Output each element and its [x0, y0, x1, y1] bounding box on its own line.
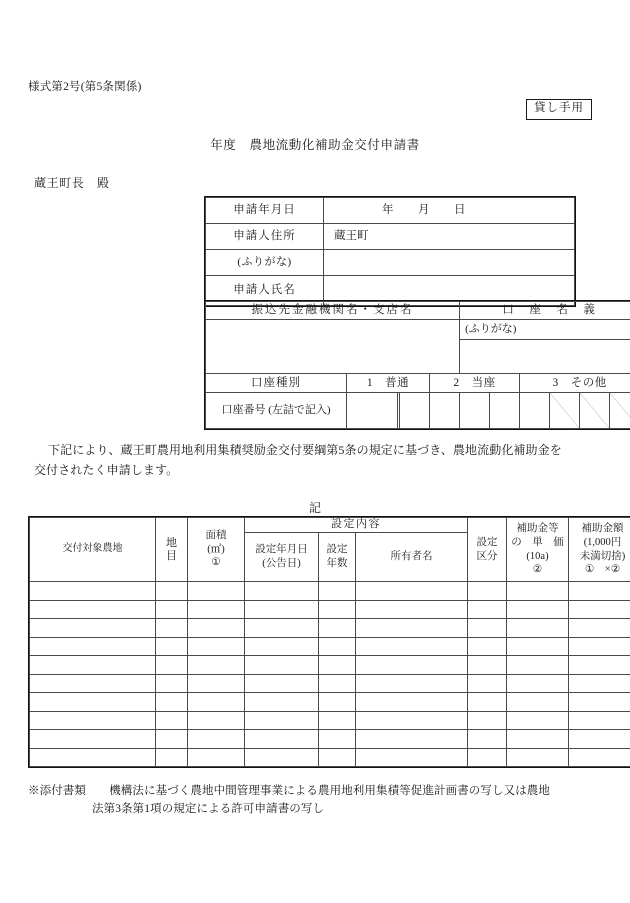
table-cell[interactable] [188, 748, 245, 767]
table-cell[interactable] [319, 730, 356, 749]
account-number-cell[interactable] [347, 393, 398, 429]
table-cell[interactable] [156, 711, 188, 730]
table-cell[interactable] [156, 582, 188, 601]
land-category-char2: 目 [166, 549, 177, 562]
account-number-label-line1: 口座番号 [221, 404, 266, 417]
unit-price-line2: の 単 価 [511, 536, 564, 548]
table-cell[interactable] [468, 730, 507, 749]
table-row [30, 674, 630, 693]
account-number-cell[interactable] [490, 393, 520, 429]
table-cell[interactable] [245, 637, 319, 656]
table-row [30, 619, 630, 638]
table-cell[interactable] [507, 600, 569, 619]
table-cell[interactable] [507, 582, 569, 601]
table-cell[interactable] [319, 637, 356, 656]
table-cell[interactable] [30, 656, 156, 675]
table-cell[interactable] [356, 693, 468, 712]
table-cell[interactable] [356, 748, 468, 767]
table-cell[interactable] [569, 637, 630, 656]
table-cell[interactable] [30, 637, 156, 656]
body-paragraph [34, 441, 589, 481]
table-cell[interactable] [156, 748, 188, 767]
table-cell[interactable] [30, 711, 156, 730]
table-cell[interactable] [569, 582, 630, 601]
farmland-table-body [30, 582, 630, 767]
set-class-line1: 設定 [476, 536, 498, 548]
table-cell[interactable] [569, 619, 630, 638]
body-paragraph-line1: 下記により、蔵王町農用地利用集積奨励金交付要綱第5条の規定に基づき、農地流動化補助金を [48, 443, 562, 457]
table-row [30, 748, 630, 767]
document-title: 年度 農地流動化補助金交付申請書 [210, 138, 420, 152]
table-row [206, 320, 630, 340]
table-cell[interactable] [569, 674, 630, 693]
table-cell[interactable] [356, 619, 468, 638]
applicant-info-table [205, 197, 575, 306]
table-cell[interactable] [569, 656, 630, 675]
table-cell[interactable] [245, 693, 319, 712]
bank-institution-input[interactable] [206, 320, 460, 374]
table-cell[interactable] [468, 748, 507, 767]
table-cell[interactable] [507, 693, 569, 712]
table-cell[interactable] [468, 600, 507, 619]
farmland-subsidy-table [29, 517, 630, 767]
amount-line4: ① ×② [584, 564, 621, 576]
area-line1: 面積 [205, 530, 227, 542]
applicant-date-label: 申請年月日 [206, 198, 324, 224]
table-cell[interactable] [156, 637, 188, 656]
attachment-line2: 法第3条第1項の規定による許可申請書の写し [92, 803, 325, 816]
unit-price-line4: ② [532, 564, 543, 576]
table-cell[interactable] [30, 600, 156, 619]
table-cell[interactable] [245, 619, 319, 638]
applicant-name-label: 申請人氏名 [206, 276, 324, 306]
attachment-line1: ※添付書類 機構法に基づく農地中間管理事業による農用地利用集積等促進計画書の写し又は農地 [28, 785, 550, 797]
table-cell[interactable] [319, 619, 356, 638]
table-row [206, 302, 630, 320]
table-cell[interactable] [156, 693, 188, 712]
area-line3: ① [211, 557, 221, 569]
table-row [30, 582, 630, 601]
table-cell[interactable] [356, 730, 468, 749]
table-cell[interactable] [245, 674, 319, 693]
bank-furigana-label: (ふりがな) [460, 320, 630, 340]
body-paragraph-line2: 交付されたく申請します。 [34, 462, 179, 477]
set-date-line1: 設定年月日 [255, 544, 308, 556]
addressee: 蔵王町長 殿 [34, 176, 110, 190]
amount-line3: 未満切捨) [579, 550, 626, 562]
table-cell[interactable] [319, 711, 356, 730]
land-category-char1: 地 [166, 537, 177, 550]
table-cell[interactable] [319, 748, 356, 767]
table-cell[interactable] [188, 619, 245, 638]
table-row [30, 693, 630, 712]
table-cell[interactable] [569, 600, 630, 619]
table-row [30, 711, 630, 730]
table-cell[interactable] [468, 656, 507, 675]
table-row [30, 637, 630, 656]
table-cell[interactable] [356, 656, 468, 675]
account-number-cell-disabled [580, 393, 610, 429]
account-number-label [206, 393, 347, 429]
bank-account-name-header: 口 座 名 義 [460, 302, 630, 320]
account-number-cell[interactable] [460, 393, 490, 429]
side-stamp-box: 貸し手用 [526, 99, 592, 120]
table-row [206, 198, 575, 224]
area-line2: (㎡) [207, 543, 225, 555]
account-type-label: 口座種別 [206, 374, 347, 393]
set-years-line2: 年数 [326, 558, 348, 569]
table-row [30, 600, 630, 619]
table-cell[interactable] [245, 656, 319, 675]
table-cell[interactable] [245, 730, 319, 749]
attachment-note [28, 782, 603, 819]
amount-line2: (1,000円 [583, 536, 622, 548]
set-years-line1: 設定 [326, 544, 348, 556]
table-cell[interactable] [319, 582, 356, 601]
table-cell[interactable] [245, 582, 319, 601]
table-cell[interactable] [188, 674, 245, 693]
col-owner-name: 所有者名 [356, 533, 468, 582]
table-cell[interactable] [245, 748, 319, 767]
table-cell[interactable] [468, 637, 507, 656]
col-target-farmland: 交付対象農地 [30, 518, 156, 582]
table-cell[interactable] [468, 674, 507, 693]
col-amount [569, 518, 630, 582]
table-cell[interactable] [507, 711, 569, 730]
table-cell[interactable] [188, 693, 245, 712]
table-cell[interactable] [188, 730, 245, 749]
ki-mark: 記 [308, 501, 321, 515]
table-cell[interactable] [507, 674, 569, 693]
applicant-address-value[interactable]: 蔵王町 [324, 224, 575, 250]
table-cell[interactable] [30, 693, 156, 712]
bank-account-table [205, 301, 630, 429]
unit-price-line3: (10a) [526, 550, 549, 562]
account-number-cell-disabled [550, 393, 580, 429]
table-cell[interactable] [156, 619, 188, 638]
table-cell[interactable] [245, 711, 319, 730]
account-number-cell[interactable] [520, 393, 550, 429]
table-row [30, 730, 630, 749]
col-set-class [468, 518, 507, 582]
table-cell[interactable] [468, 582, 507, 601]
table-cell[interactable] [319, 674, 356, 693]
table-cell[interactable] [569, 693, 630, 712]
table-cell[interactable] [569, 730, 630, 749]
table-cell[interactable] [468, 693, 507, 712]
table-cell[interactable] [156, 674, 188, 693]
col-area [188, 518, 245, 582]
table-row [206, 374, 630, 393]
table-cell[interactable] [156, 730, 188, 749]
unit-price-line1: 補助金等 [516, 523, 559, 535]
table-cell[interactable] [156, 600, 188, 619]
table-cell[interactable] [319, 600, 356, 619]
account-number-cell[interactable] [430, 393, 460, 429]
table-cell[interactable] [569, 711, 630, 730]
set-class-line2: 区分 [476, 550, 498, 562]
col-set-date [245, 533, 319, 582]
col-set-years [319, 533, 356, 582]
table-cell[interactable] [507, 748, 569, 767]
table-cell[interactable] [356, 600, 468, 619]
account-type-option-other[interactable]: 3 その他 [520, 374, 630, 393]
table-cell[interactable] [356, 674, 468, 693]
table-cell[interactable] [507, 656, 569, 675]
account-type-option-futsu[interactable]: 1 普通 [347, 374, 430, 393]
table-cell[interactable] [30, 748, 156, 767]
applicant-address-label: 申請人住所 [206, 224, 324, 250]
amount-line1: 補助金額 [581, 523, 624, 535]
table-cell[interactable] [188, 600, 245, 619]
table-cell[interactable] [468, 619, 507, 638]
account-number-label-line2: (左詰で記入) [268, 404, 331, 417]
applicant-date-value[interactable]: 年 月 日 [324, 198, 575, 224]
account-number-cell[interactable] [400, 393, 430, 429]
table-cell[interactable] [507, 730, 569, 749]
account-number-cell-disabled [610, 393, 630, 429]
table-cell[interactable] [468, 711, 507, 730]
set-date-line2: (公告日) [262, 558, 301, 569]
table-cell[interactable] [30, 582, 156, 601]
bank-account-name-input[interactable] [460, 340, 630, 374]
col-group-settings: 設定内容 [245, 518, 468, 533]
table-cell[interactable] [30, 619, 156, 638]
col-unit-price [507, 518, 569, 582]
table-cell[interactable] [188, 711, 245, 730]
table-cell[interactable] [30, 674, 156, 693]
table-cell[interactable] [356, 582, 468, 601]
table-cell[interactable] [188, 582, 245, 601]
col-land-category [156, 518, 188, 582]
table-cell[interactable] [30, 730, 156, 749]
table-row [206, 393, 630, 429]
table-row [30, 656, 630, 675]
table-row [206, 250, 575, 276]
table-header-row [30, 518, 630, 533]
table-cell[interactable] [356, 711, 468, 730]
table-cell[interactable] [356, 637, 468, 656]
table-cell[interactable] [156, 656, 188, 675]
bank-institution-header: 振込先金融機関名・支店名 [206, 302, 460, 320]
table-row [206, 224, 575, 250]
table-cell[interactable] [245, 600, 319, 619]
form-number: 様式第2号(第5条関係) [28, 81, 142, 93]
applicant-furigana-label: (ふりがな) [206, 250, 324, 276]
table-cell[interactable] [507, 619, 569, 638]
table-cell[interactable] [188, 656, 245, 675]
table-cell[interactable] [319, 693, 356, 712]
applicant-furigana-value[interactable] [324, 250, 575, 276]
table-cell[interactable] [188, 637, 245, 656]
table-cell[interactable] [319, 656, 356, 675]
table-cell[interactable] [569, 748, 630, 767]
account-type-option-toza[interactable]: 2 当座 [430, 374, 520, 393]
table-cell[interactable] [507, 637, 569, 656]
